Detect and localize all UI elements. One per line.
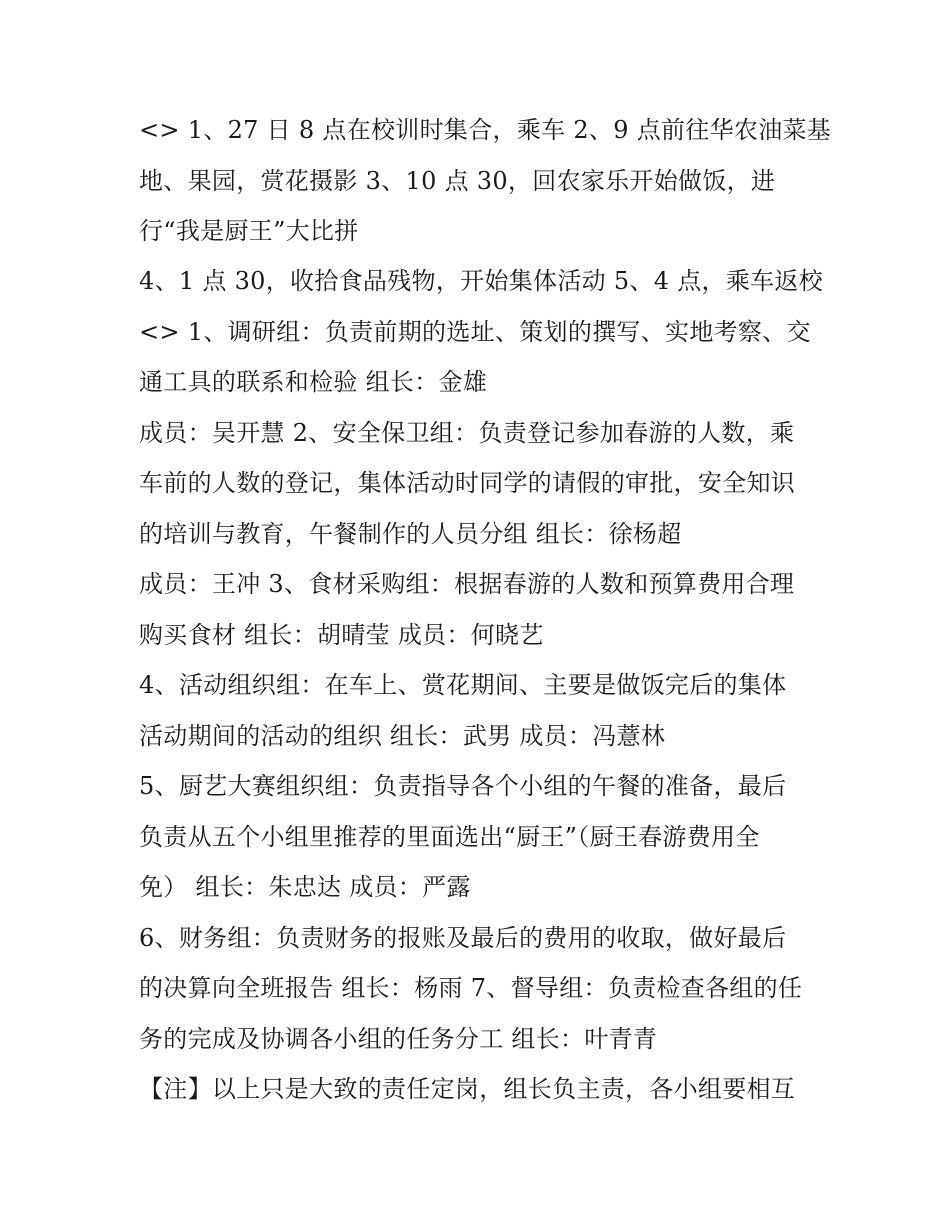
text-line: <> 1、27 日 8 点在校训时集合，乘车 2、9 点前往华农油菜基 xyxy=(139,116,832,144)
text-line: 4、1 点 30，收拾食品残物，开始集体活动 5、4 点，乘车返校 xyxy=(139,267,824,295)
text-line: 的培训与教育，午餐制作的人员分组 组长：徐杨超 xyxy=(139,520,682,548)
text-line: 免） 组长：朱忠达 成员：严露 xyxy=(139,873,471,901)
text-line: 购买食材 组长：胡晴莹 成员：何晓艺 xyxy=(139,621,544,649)
text-line: 4、活动组织组：在车上、赏花期间、主要是做饭完后的集体 xyxy=(139,671,787,699)
text-line: 通工具的联系和检验 组长：金雄 xyxy=(139,368,488,396)
text-line: 车前的人数的登记，集体活动时同学的请假的审批，安全知识 xyxy=(139,469,796,497)
text-line: 【注】以上只是大致的责任定岗，组长负主责，各小组要相互 xyxy=(139,1075,796,1103)
text-line: 5、厨艺大赛组织组：负责指导各个小组的午餐的准备，最后 xyxy=(139,772,787,800)
text-line: 6、财务组：负责财务的报账及最后的费用的收取，做好最后 xyxy=(139,924,787,952)
text-line: 务的完成及协调各小组的任务分工 组长：叶青青 xyxy=(139,1025,658,1053)
text-line: 活动期间的活动的组织 组长：武男 成员：冯薏林 xyxy=(139,722,666,750)
text-line: 地、果园，赏花摄影 3、10 点 30，回农家乐开始做饭，进 xyxy=(139,167,776,195)
text-line: 成员：吴开慧 2、安全保卫组：负责登记参加春游的人数，乘 xyxy=(139,419,795,447)
text-line: <> 1、调研组：负责前期的选址、策划的撰写、实地考察、交 xyxy=(139,318,811,346)
text-line: 行“我是厨王”大比拼 xyxy=(139,217,359,245)
text-line: 成员：王冲 3、食材采购组：根据春游的人数和预算费用合理 xyxy=(139,570,795,598)
text-line: 负责从五个小组里推荐的里面选出“厨王”（厨王春游费用全 xyxy=(139,823,760,851)
text-line: 的决算向全班报告 组长：杨雨 7、督导组：负责检查各组的任 xyxy=(139,974,803,1002)
